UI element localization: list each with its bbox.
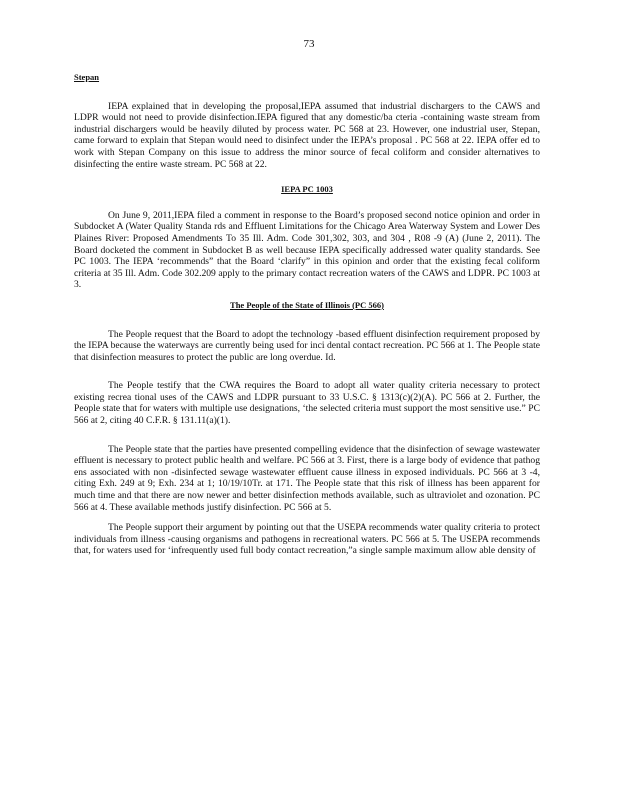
paragraph: The People support their argument by pointing out that the USEPA recommends water quality criteria to protect individuals from illness -causing organisms and pathogens in recreational waters. PC 566 at 5. The USEPA recommends that, for waters used for ‘infrequently used full body contact recreation,”a single sample maximum allow able density of — [74, 522, 540, 557]
page-content — [74, 72, 540, 557]
paragraph: The People testify that the CWA requires the Board to adopt all water quality criteria necessary to protect existing recrea tional uses of the CAWS and LDPR pursuant to 33 U.S.C. § 1313(c)(2)(A). PC 566 at 2. Further, the People state that for waters with multiple use designations, ‘the selected criteria must support the most sensitive use.” PC 566 at 2, citing 40 C.F.R. § 131.11(a)(1). — [74, 380, 540, 427]
section-heading-stepan: Stepan — [74, 72, 100, 82]
paragraph: On June 9, 2011,IEPA filed a comment in response to the Board’s proposed second notice opinion and order in Subdocket A (Water Quality Standa rds and Effluent Limitations for the Chicago Area Waterway System and Lower Des Plaines River: Proposed Amendments To 35 Ill. Adm. Code 301,302, 303, and 304 , R08 -9 (A) (June 2, 2011). The Board docketed the comment in Subdocket B as well because IEPA specifically addressed water quality standards. See PC 1003. The IEPA ‘recommends” that the Board ‘clarify” in this opinion and order that the existing fecal coliform criteria at 35 Ill. Adm. Code 302.209 apply to the primary contact recreation waters of the CAWS and LDPR. PC 1003 at 3. — [74, 209, 540, 291]
section-heading-iepa-pc-1003: IEPA PC 1003 — [281, 184, 333, 195]
paragraph: The People state that the parties have presented compelling evidence that the disinfection of sewage wastewater effluent is necessary to protect public health and welfare. PC 566 at 3. First, there is a large body of evidence that pathog ens associated with non -disinfected sewage wastewater effluent cause illness in exposed individuals. PC 566 at 3 -4, citing Exh. 249 at 9; Exh. 234 at 1; 10/19/10Tr. at 171. The People state that this risk of illness has been apparent for much time and that there are now newer and better disinfection methods available, such as ultraviolet and ozonation. PC 566 at 4. These available methods justify disinfection. PC 566 at 5. — [74, 443, 540, 513]
section-heading-the-people: The People of the State of Illinois (PC 566) — [230, 299, 384, 310]
paragraph: The People request that the Board to adopt the technology -based effluent disinfection requirement proposed by the IEPA because the waterways are currently being used for inci dental contact recreation. PC 566 at 1. The People state that disinfection measures to protect the public are long overdue. Id. — [74, 328, 540, 363]
page-number: 73 — [303, 38, 315, 50]
paragraph: IEPA explained that in developing the proposal,IEPA assumed that industrial dischargers to the CAWS and LDPR would not need to provide disinfection.IEPA figured that any domestic/ba cteria -containing waste stream from industrial dischargers would be heavily diluted by process water. PC 568 at 23. However, one industrial user, Stepan, came forward to explain that Stepan would need to disinfect under the IEPA’s proposal . PC 568 at 22. IEPA offer ed to work with Stepan Company on this issue to address the minor source of fecal coliform and consider alternatives to disinfecting the entire waste stream. PC 568 at 22. — [74, 100, 540, 170]
